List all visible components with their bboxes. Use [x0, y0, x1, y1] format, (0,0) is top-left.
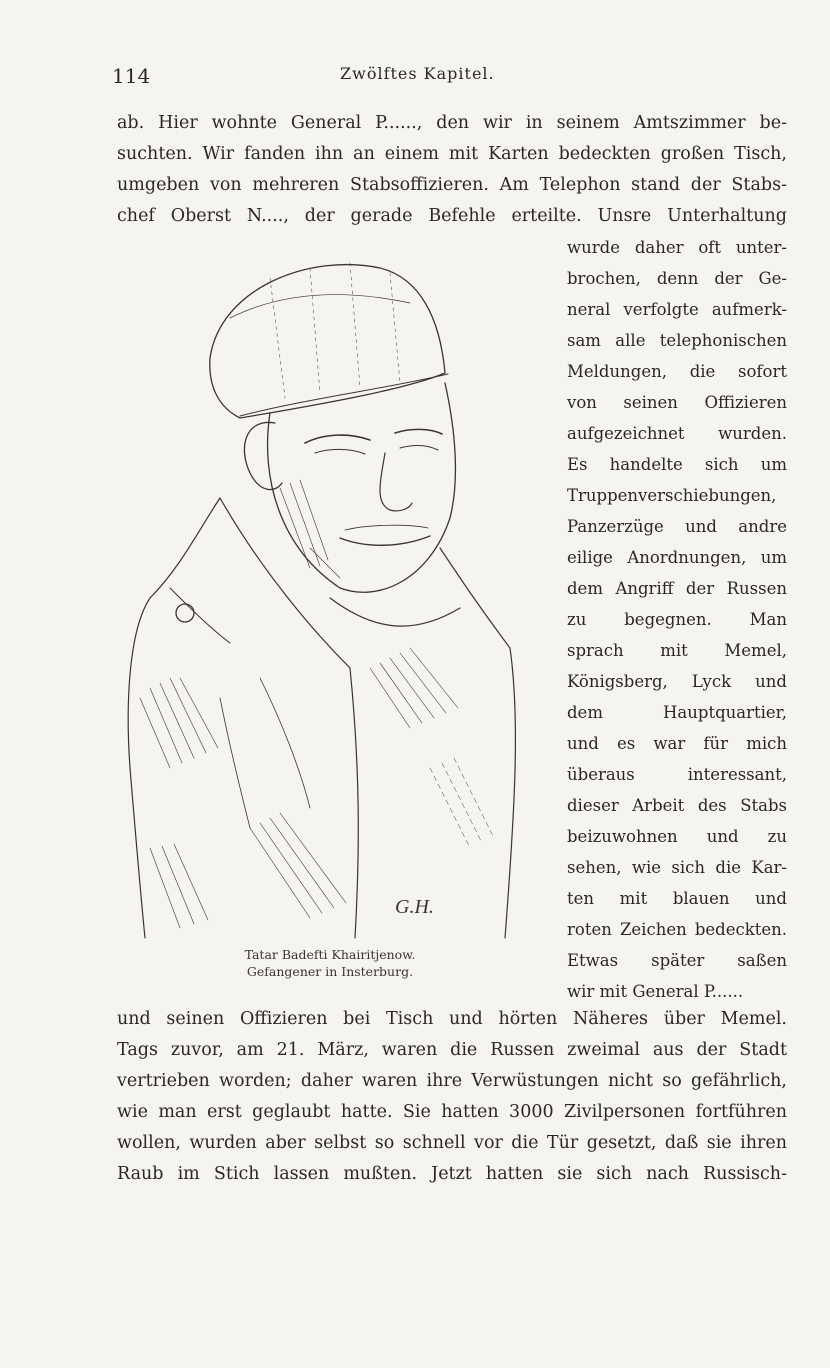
column-line: Königsberg, Lyck und: [567, 672, 787, 691]
column-line: Etwas später saßen: [567, 951, 787, 970]
body-line: wie man erst geglaubt hatte. Sie hatten 3000 Zivilpersonen fortführen: [117, 1102, 787, 1122]
column-line: Panzerzüge und andre: [567, 517, 787, 536]
column-line: neral verfolgte aufmerk-: [567, 300, 787, 319]
page-number: 114: [112, 64, 151, 88]
column-line: Es handelte sich um: [567, 455, 787, 474]
body-line: chef Oberst N...., der gerade Befehle erteilte. Unsre Unterhaltung: [117, 206, 787, 226]
column-line: wir mit General P......: [567, 982, 744, 1001]
caption-line: Tatar Badefti Khairitjenow.: [244, 947, 416, 962]
column-line: dieser Arbeit des Stabs: [567, 796, 787, 815]
body-line: und seinen Offizieren bei Tisch und hörten Näheres über Memel.: [117, 1009, 787, 1029]
column-line: Meldungen, die sofort: [567, 362, 787, 381]
body-line: ab. Hier wohnte General P......, den wir in seinem Amtszimmer be-: [117, 113, 787, 133]
body-line: suchten. Wir fanden ihn an einem mit Karten bedeckten großen Tisch,: [117, 144, 787, 164]
column-line: und es war für mich: [567, 734, 787, 753]
signature: G.H.: [395, 896, 434, 918]
column-line: Truppenverschiebungen,: [567, 486, 777, 505]
body-line: Raub im Stich lassen mußten. Jetzt hatten sie sich nach Russisch-: [117, 1164, 787, 1184]
column-line: roten Zeichen bedeckten.: [567, 920, 787, 939]
column-line: aufgezeichnet wurden.: [567, 424, 787, 443]
column-line: eilige Anordnungen, um: [567, 548, 787, 567]
column-line: dem Angriff der Russen: [567, 579, 787, 598]
column-line: ten mit blauen und: [567, 889, 787, 908]
column-line: beizuwohnen und zu: [567, 827, 787, 846]
figure-caption: [110, 946, 550, 980]
caption-line: Gefangener in Insterburg.: [246, 964, 414, 979]
body-line: umgeben von mehreren Stabsoffizieren. Am Telephon stand der Stabs-: [117, 175, 787, 195]
column-line: sam alle telephonischen: [567, 331, 787, 350]
column-line: brochen, denn der Ge-: [567, 269, 787, 288]
body-line: Tags zuvor, am 21. März, waren die Russen zweimal aus der Stadt: [117, 1040, 787, 1060]
column-line: sprach mit Memel,: [567, 641, 787, 660]
body-line: vertrieben worden; daher waren ihre Verwüstungen nicht so gefährlich,: [117, 1071, 787, 1091]
running-head: Zwölftes Kapitel.: [340, 64, 495, 83]
column-line: von seinen Offizieren: [567, 393, 787, 412]
column-line: dem Hauptquartier,: [567, 703, 787, 722]
column-line: überaus interessant,: [567, 765, 787, 784]
column-line: sehen, wie sich die Kar-: [567, 858, 787, 877]
body-line: wollen, wurden aber selbst so schnell vor die Tür gesetzt, daß sie ihren: [117, 1133, 787, 1153]
column-line: zu begegnen. Man: [567, 610, 787, 629]
column-line: wurde daher oft unter-: [567, 238, 787, 257]
portrait-illustration: [110, 248, 530, 943]
